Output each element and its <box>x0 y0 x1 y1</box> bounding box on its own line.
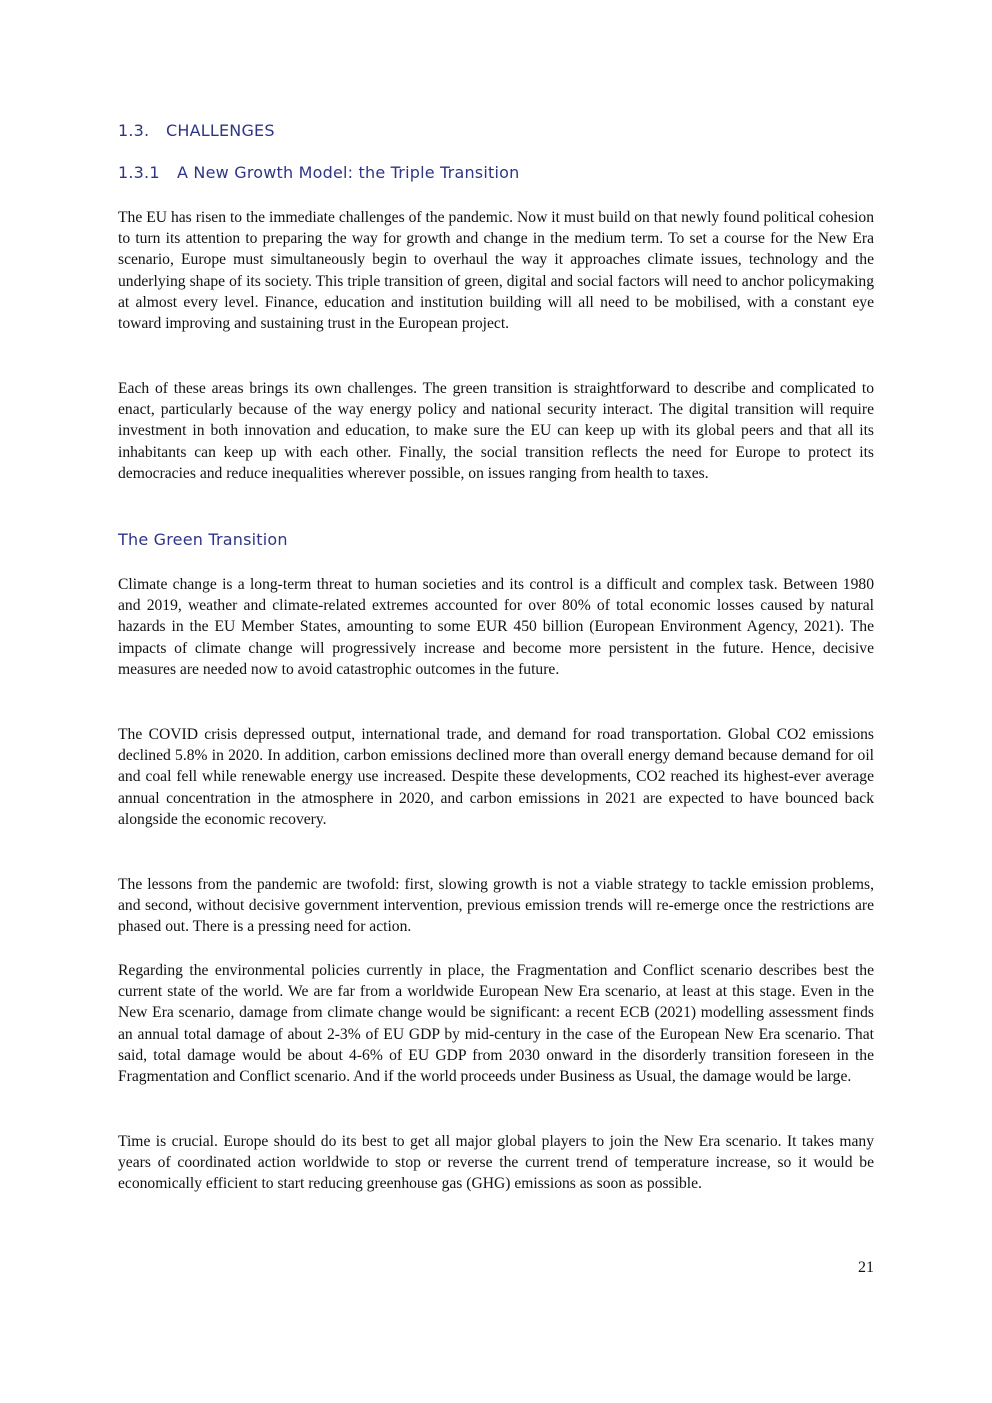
subsection-heading <box>118 163 519 182</box>
subsection-number: 1.3.1 <box>118 163 160 182</box>
subsection-title: A New Growth Model: the Triple Transition <box>177 163 520 182</box>
paragraph-area-challenges: Each of these areas brings its own challenges. The green transition is straightforward to describe and complicated to enact, particularly because of the way energy policy and national security interact. The digital transition will require investment in both innovation and education, to make sure the EU can keep up with its global peers and that all its inhabitants can keep up with each other. Finally, the social transition reflects the need for Europe to protect its democracies and reduce inequalities wherever possible, on issues ranging from health to taxes. <box>118 380 874 482</box>
paragraph-triple-transition: The EU has risen to the immediate challenges of the pandemic. Now it must build on that newly found political cohesion to turn its attention to preparing the way for growth and change in the medium term. To set a course for the New Era scenario, Europe must simultaneously begin to overhaul the way it approaches climate issues, technology and the underlying shape of its society. This triple transition of green, digital and social factors will need to anchor policymaking at almost every level. Finance, education and institution building will all need to be mobilised, with a constant eye toward improving and sustaining trust in the European project. <box>118 209 874 333</box>
paragraph-time-crucial: Time is crucial. Europe should do its best to get all major global players to join the New Era scenario. It takes many years of coordinated action worldwide to stop or reverse the current trend of temperature increase, so it would be economically efficient to start reducing greenhouse gas (GHG) emissions as soon as possible. <box>118 1133 874 1193</box>
paragraph-climate-change: Climate change is a long-term threat to human societies and its control is a difficult and complex task. Between 1980 and 2019, weather and climate-related extremes accounted for over 80% of total economic losses caused by natural hazards in the EU Member States, amounting to some EUR 450 billion (European Environment Agency, 2021). The impacts of climate change will progressively increase and become more persistent in the future. Hence, decisive measures are needed now to avoid catastrophic outcomes in the future. <box>118 576 874 678</box>
paragraph-pandemic-lessons: The lessons from the pandemic are twofold: first, slowing growth is not a viable strategy to tackle emission problems, and second, without decisive government intervention, previous emission trends will re-emerge once the restrictions are phased out. There is a pressing need for action. <box>118 876 874 936</box>
section-title: CHALLENGES <box>166 121 275 140</box>
section-number: 1.3. <box>118 121 150 140</box>
section-heading <box>118 121 275 140</box>
green-transition-heading: The Green Transition <box>118 530 288 549</box>
paragraph-environmental-policies: Regarding the environmental policies currently in place, the Fragmentation and Conflict scenario describes best the current state of the world. We are far from a worldwide European New Era scenario, at least at this stage. Even in the New Era scenario, damage from climate change would be significant: a recent ECB (2021) modelling assessment finds an annual total damage of about 2-3% of EU GDP by mid-century in the case of the European New Era scenario. That said, total damage would be about 4-6% of EU GDP from 2030 onward in the disorderly transition foreseen in the Fragmentation and Conflict scenario. And if the world proceeds under Business as Usual, the damage would be large. <box>118 962 874 1086</box>
paragraph-covid-crisis: The COVID crisis depressed output, international trade, and demand for road transportation. Global CO2 emissions declined 5.8% in 2020. In addition, carbon emissions declined more than overall energy demand because demand for oil and coal fell while renewable energy use increased. Despite these developments, CO2 reached its highest-ever average annual concentration in the atmosphere in 2020, and carbon emissions in 2021 are expected to have bounced back alongside the economic recovery. <box>118 726 874 828</box>
page-number: 21 <box>858 1259 874 1276</box>
